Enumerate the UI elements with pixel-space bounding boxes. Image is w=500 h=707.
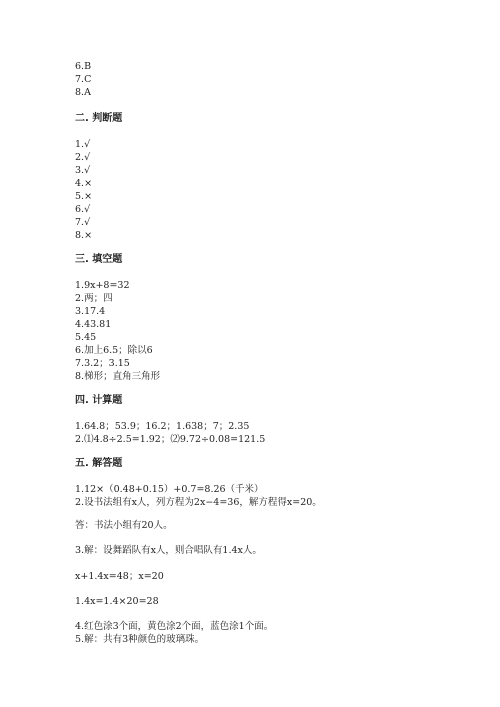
section-heading-calculation: 四. 计算题	[75, 395, 123, 406]
answer-line: 3.17.4	[75, 306, 106, 317]
answer-line: 1.12×（0.48+0.15）+0.7=8.26（千米）	[75, 484, 264, 495]
answer-line: 1.√	[75, 139, 91, 150]
answer-line: 4.红色涂3个面，黄色涂2个面，蓝色涂1个面。	[75, 621, 274, 632]
answer-line: 1.4x=1.4×20=28	[75, 596, 159, 607]
answer-line: 4.43.81	[75, 319, 112, 330]
section-heading-judgement: 二. 判断题	[75, 113, 123, 124]
answer-line: 2.√	[75, 152, 91, 163]
answer-line: 1.64.8；53.9；16.2；1.638；7；2.35	[75, 421, 250, 432]
answer-line: 1.9x+8=32	[75, 280, 130, 291]
answer-line: 3.解：设舞蹈队有x人，则合唱队有1.4x人。	[75, 545, 262, 556]
answer-line: 答：书法小组有20人。	[75, 520, 173, 531]
answer-line: 5.×	[75, 191, 93, 202]
answer-line: 6.√	[75, 204, 91, 215]
answer-line: 4.×	[75, 178, 93, 189]
section-heading-solutions: 五. 解答题	[75, 458, 123, 469]
answer-line: 2.设书法组有x人，列方程为2x−4=36，解方程得x=20。	[75, 497, 322, 508]
answer-line: 2.⑴4.8÷2.5=1.92；⑵9.72÷0.08=121.5	[75, 434, 266, 445]
answer-line: 6.加上6.5；除以6	[75, 345, 153, 356]
answer-line: 2.两；四	[75, 293, 113, 304]
answer-line: 5.解：共有3种颜色的玻璃珠。	[75, 634, 205, 645]
answer-line: 8.梯形；直角三角形	[75, 371, 161, 382]
answer-line: 6.B	[75, 61, 92, 72]
answer-line: 7.√	[75, 217, 91, 228]
answer-line: x+1.4x=48；x=20	[75, 571, 164, 582]
answer-line: 3.√	[75, 165, 91, 176]
answer-line: 7.C	[75, 74, 92, 85]
answer-line: 8.×	[75, 230, 93, 241]
section-heading-fill-blank: 三. 填空题	[75, 254, 123, 265]
answer-line: 8.A	[75, 87, 91, 98]
answer-line: 7.3.2；3.15	[75, 358, 130, 369]
answer-line: 5.45	[75, 332, 97, 343]
